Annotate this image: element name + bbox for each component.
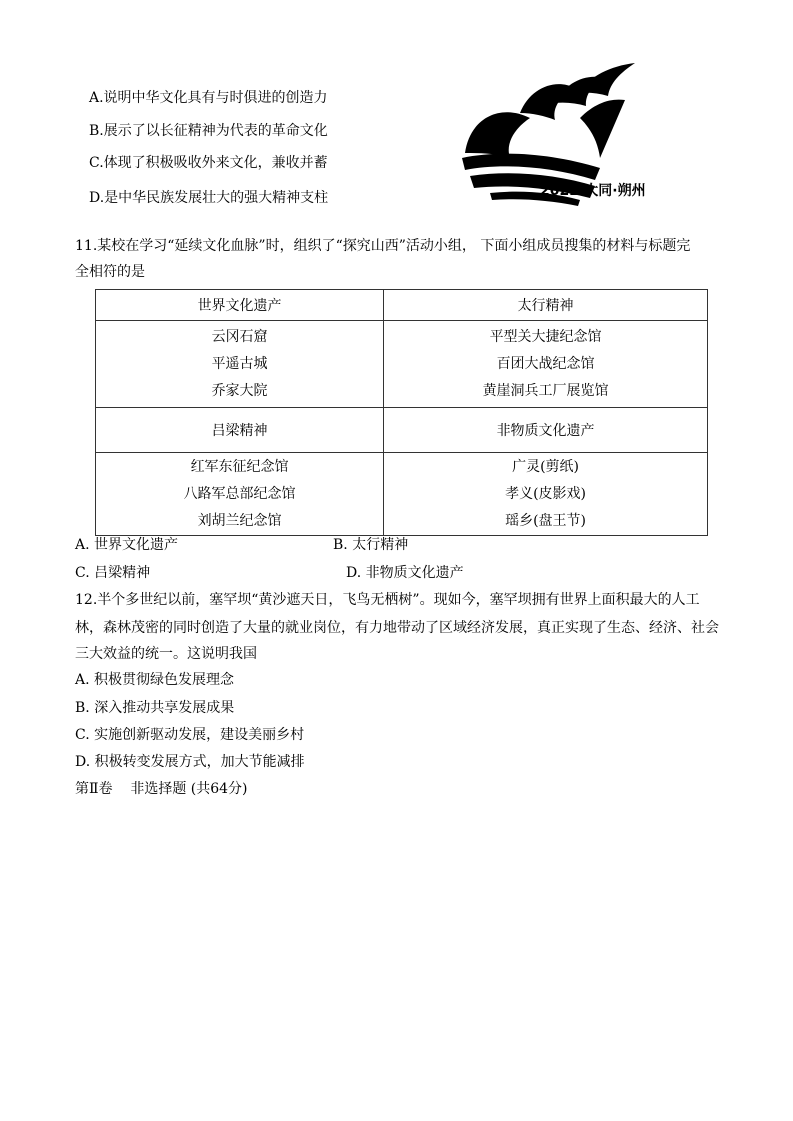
q11-option-d: D. 非物质文化遗产 — [346, 565, 464, 581]
table-item: 云冈石窟 — [211, 328, 268, 345]
q12-stem-line-2: 林，森林茂密的同时创造了大量的就业岗位，有力地带动了区域经济发展，真正实现了生态、经济、社会 — [75, 620, 719, 636]
table-item: 平遥古城 — [211, 355, 268, 372]
table-item: 乔家大院 — [211, 382, 268, 399]
q10-option-b: B.展示了以长征精神为代表的革命文化 — [89, 123, 328, 139]
q12-option-d: D. 积极转变发展方式，加大节能减排 — [75, 754, 305, 770]
q10-option-d: D.是中华民族发展壮大的强大精神支柱 — [89, 190, 329, 206]
table-title-intangible-heritage: 非物质文化遗产 — [384, 408, 708, 453]
q10-option-a: A.说明中华文化具有与时俱进的创造力 — [89, 90, 328, 106]
table-item: 红军东征纪念馆 — [190, 458, 289, 475]
table-items-taihang-spirit — [384, 321, 708, 408]
q12-stem-line-3: 三大效益的统一。这说明我国 — [75, 646, 257, 662]
logo-caption: 2022·大同·朔州 — [540, 183, 646, 199]
table-items-intangible-heritage — [384, 453, 708, 536]
q12-option-a: A. 积极贯彻绿色发展理念 — [75, 672, 235, 688]
table-item: 孝义(皮影戏) — [505, 485, 587, 502]
q11-option-a: A. 世界文化遗产 — [75, 537, 179, 553]
q11-option-c: C. 吕梁精神 — [75, 565, 151, 581]
q11-materials-table — [95, 289, 708, 536]
table-item: 瑶乡(盘王节) — [505, 512, 587, 529]
table-item: 广灵(剪纸) — [512, 458, 580, 475]
q11-option-b: B. 太行精神 — [333, 537, 409, 553]
q12-stem-line-1: 12.半个多世纪以前，塞罕坝“黄沙遮天日，飞鸟无栖树”。现如今，塞罕坝拥有世界上面积最大的人工 — [75, 592, 700, 608]
table-title-lvliang-spirit: 吕梁精神 — [96, 408, 384, 453]
table-title-world-heritage: 世界文化遗产 — [96, 290, 384, 321]
q11-stem-line-1: 11.某校在学习“延续文化血脉”时，组织了“探究山西”活动小组， 下面小组成员搜集的材料与标题完 — [75, 238, 691, 254]
table-items-world-heritage — [96, 321, 384, 408]
q12-option-b: B. 深入推动共享发展成果 — [75, 700, 235, 716]
table-item: 刘胡兰纪念馆 — [197, 512, 282, 529]
section-title: 第Ⅱ卷 非选择题 (共64分) — [75, 781, 248, 797]
table-item: 八路军总部纪念馆 — [183, 485, 296, 502]
q10-option-c: C.体现了积极吸收外来文化，兼收并蓄 — [89, 155, 328, 171]
q11-stem-line-2: 全相符的是 — [75, 264, 145, 280]
table-item: 平型关大捷纪念馆 — [489, 328, 602, 345]
table-items-lvliang-spirit — [96, 453, 384, 536]
q12-option-c: C. 实施创新驱动发展，建设美丽乡村 — [75, 727, 305, 743]
table-item: 黄崖洞兵工厂展览馆 — [482, 382, 609, 399]
table-item: 百团大战纪念馆 — [496, 355, 595, 372]
table-title-taihang-spirit: 太行精神 — [384, 290, 708, 321]
